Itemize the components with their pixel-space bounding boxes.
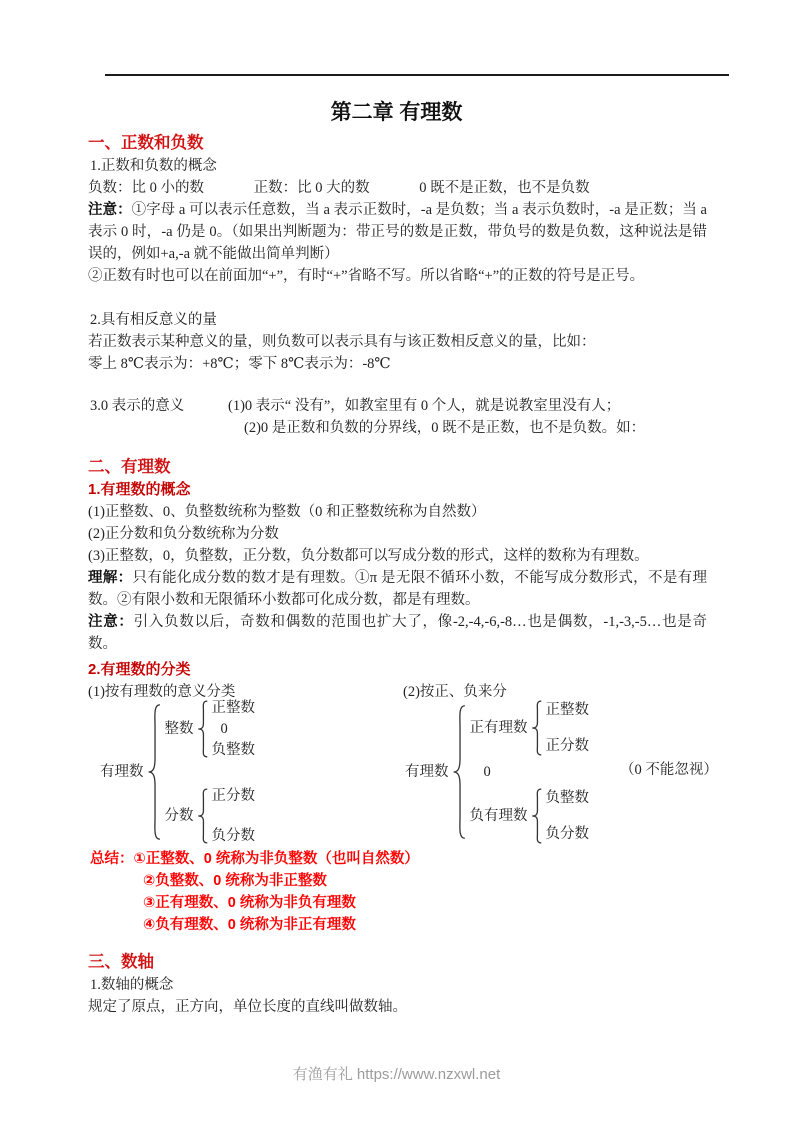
tree1-leaf: 正分数 (211, 788, 255, 804)
tree2-leaf: 负分数 (545, 826, 589, 842)
s2-concept-heading: 1.有理数的概念 (88, 481, 191, 498)
zero-def: 0 既不是正数，也不是负数 (419, 180, 590, 196)
tree1-leaf: 0 (220, 721, 228, 737)
summary-item: ①正整数、0 统称为非负整数（也叫自然数） (133, 851, 419, 867)
tree2-side-note: （0 不能忽视） (620, 762, 718, 778)
positive-number-def: 正数：比 0 大的数 (253, 180, 370, 196)
tree2-branch-positive (470, 700, 590, 756)
tree1-branch-integers (165, 698, 256, 760)
summary-line-4: ④负有理数、0 统称为非正有理数 (143, 917, 356, 933)
classify-col1-title: (1)按有理数的意义分类 (88, 684, 236, 700)
tree2-b1-label: 正有理数 (469, 720, 528, 736)
s1-zero-meaning-2: (2)0 是正数和负数的分界线，0 既不是正数，也不是负数。如： (244, 420, 646, 436)
s1-opposite-body: 若正数表示某种意义的量，则负数可以表示具有与该正数相反意义的量，比如： (88, 334, 596, 350)
tree1-b2-brace-icon (197, 788, 209, 844)
section-3-heading: 三、数轴 (88, 953, 154, 971)
tree2-b1-brace-icon (531, 700, 543, 756)
s1-definitions-line (88, 177, 590, 199)
summary-label: 总结： (90, 851, 134, 867)
tree1-root-brace-icon (147, 702, 162, 842)
s2-item-2: (2)正分数和负分数统称为分数 (88, 526, 279, 542)
note-label: 注意： (88, 202, 132, 218)
tree1-b1-brace-icon (197, 700, 209, 758)
s3-concept-title: 1.数轴的概念 (90, 977, 174, 993)
section-1-heading: 一、正数和负数 (88, 134, 204, 152)
tree1-leaf: 负整数 (211, 742, 255, 758)
classify-col2-title: (2)按正、负来分 (403, 684, 507, 700)
tree2-mid-zero: 0 (483, 764, 491, 780)
tree1-b2-label: 分数 (164, 808, 194, 824)
page-title: 第二章 有理数 (330, 101, 463, 124)
note-body: ①字母 a 可以表示任意数，当 a 表示正数时，-a 是负数；当 a 表示负数时，-a 是正数；当 a 表示 0 时，-a 仍是 0。（如果出判断题为：带正号的数是正数，带负号的数是负数，这种说法是错误的，例如+a,-a 就不能做出简单判断） (88, 202, 707, 262)
summary-line-1 (90, 848, 419, 870)
summary-line-3: ③正有理数、0 统称为非负有理数 (143, 895, 356, 911)
footer-watermark: 有渔有礼 https://www.nzxwl.net (292, 1066, 501, 1083)
tree2-leaf: 负整数 (545, 790, 589, 806)
tree1-leaf: 负分数 (211, 828, 255, 844)
tree-by-meaning (100, 698, 255, 846)
s1-note-paragraph (88, 199, 707, 265)
tree2-leaf: 正分数 (545, 738, 589, 754)
s2-understand-paragraph (88, 567, 707, 611)
understand-body: 只有能化成分数的数才是有理数。①π 是无限不循环小数，不能写成分数形式，不是有理数。②有限小数和无限循环小数都可化成分数，都是有理数。 (88, 570, 707, 608)
s1-note-item2: ②正数有时也可以在前面加“+”，有时“+”省略不写。所以省略“+”的正数的符号是正号。 (88, 268, 645, 284)
negative-number-def: 负数：比 0 小的数 (88, 180, 204, 196)
s2-note-paragraph (88, 611, 707, 655)
summary-line-2: ②负整数、0 统称为非正整数 (143, 873, 327, 889)
tree2-b2-label: 负有理数 (469, 808, 528, 824)
tree2-leaf: 正整数 (545, 702, 589, 718)
tree2-root: 有理数 (405, 764, 449, 780)
s2-item-1: (1)正整数、0、负整数统称为整数（0 和正整数统称为自然数） (88, 504, 486, 520)
tree2-root-brace-icon (452, 703, 467, 841)
s2-classify-heading: 2.有理数的分类 (88, 661, 191, 678)
tree1-leaf: 正整数 (211, 700, 255, 716)
understand-label: 理解： (88, 570, 133, 586)
note-label: 注意： (88, 614, 134, 630)
s1-zero-meaning-1: (1)0 表示“ 没有”，如教室里有 0 个人，就是说教室里没有人； (228, 398, 621, 414)
s3-body: 规定了原点，正方向，单位长度的直线叫做数轴。 (88, 999, 407, 1015)
header-rule (105, 74, 729, 76)
s1-opposite-example: 零上 8℃表示为：+8℃；零下 8℃表示为：-8℃ (88, 356, 391, 372)
s1-opposite-title: 2.具有相反意义的量 (90, 312, 217, 328)
tree-by-sign (405, 700, 589, 844)
note-body: 引入负数以后，奇数和偶数的范围也扩大了，像-2,-4,-6,-8…也是偶数，-1,-3,-5…也是奇数。 (88, 614, 707, 652)
tree1-root: 有理数 (100, 764, 144, 780)
section-2-heading: 二、有理数 (88, 458, 171, 476)
tree2-b2-brace-icon (531, 788, 543, 844)
tree1-branch-fractions (165, 786, 256, 846)
tree2-branch-negative (470, 788, 590, 844)
s1-concept-title: 1.正数和负数的概念 (90, 158, 217, 174)
tree1-b1-label: 整数 (164, 721, 194, 737)
s1-zero-meaning-label: 3.0 表示的意义 (90, 398, 185, 414)
s2-item-3: (3)正整数，0，负整数，正分数，负分数都可以写成分数的形式，这样的数称为有理数。 (88, 548, 649, 564)
